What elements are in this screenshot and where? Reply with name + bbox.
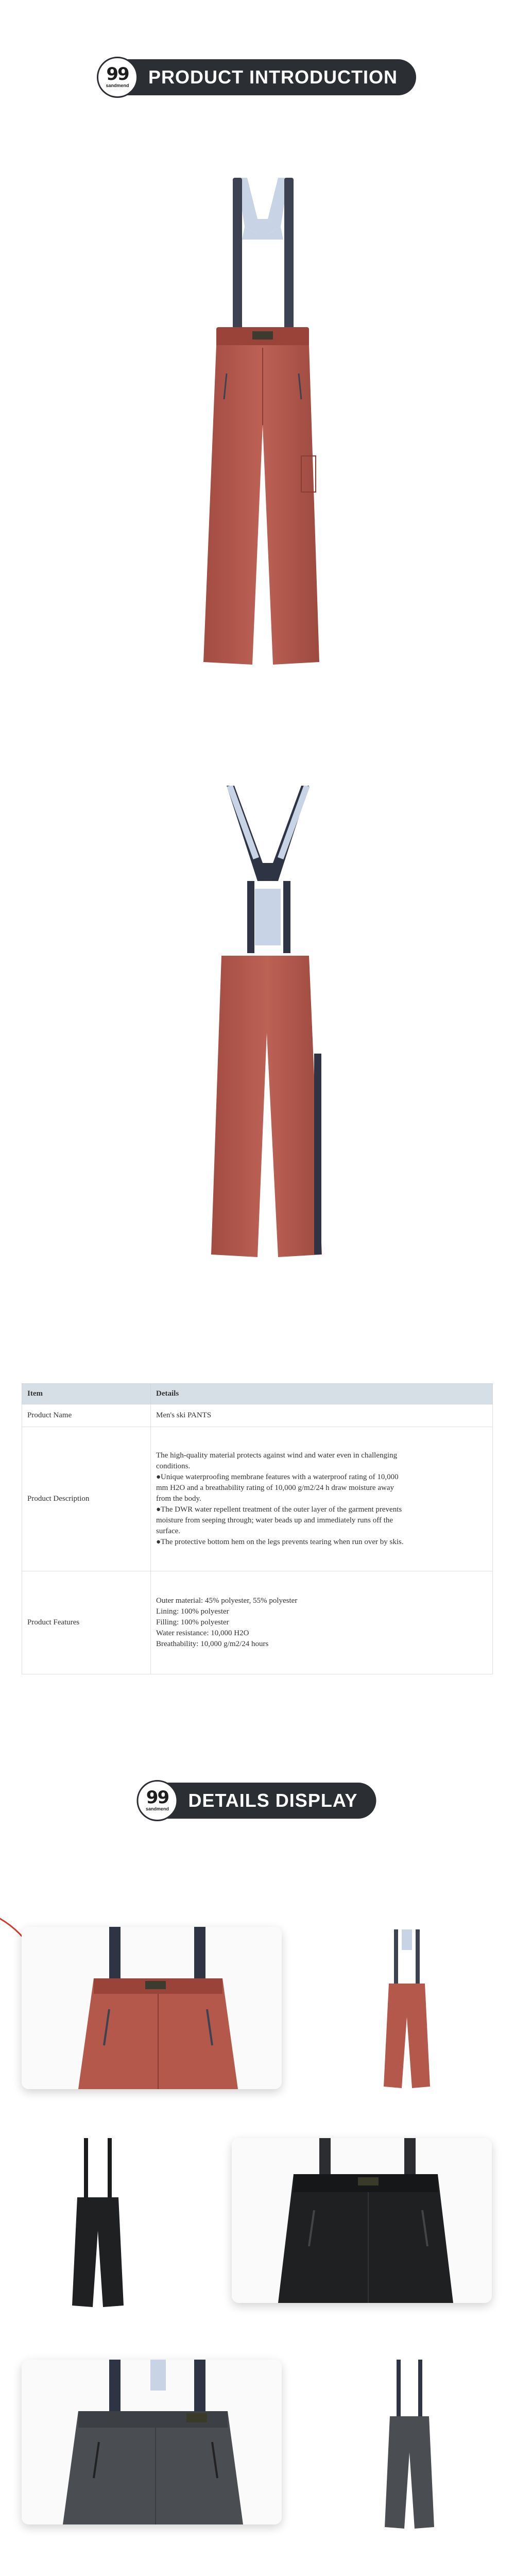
table-header-row xyxy=(22,1384,493,1404)
desc-line: The high-quality material protects against wind and water even in challenging xyxy=(156,1451,398,1460)
desc-line: ●Unique waterproofing membrane features with a waterproof rating of 10,000 xyxy=(156,1473,399,1481)
desc-line: from the body. xyxy=(156,1495,201,1503)
desc-line: ●The DWR water repellent treatment of the outer layer of the garment prevents xyxy=(156,1505,402,1514)
row-key: Product Name xyxy=(22,1404,151,1427)
desc-line: ●The protective bottom hem on the legs prevents tearing when run over by skis. xyxy=(156,1538,404,1546)
feature-line: Lining: 100% polyester xyxy=(156,1607,229,1616)
detail-image-gray-full xyxy=(384,2360,435,2530)
logo-number: 99 xyxy=(106,64,129,84)
desc-line: surface. xyxy=(156,1527,181,1535)
desc-line: mm H2O and a breathability rating of 10,000 g/m2/24 h draw moisture away xyxy=(156,1484,394,1492)
intro-banner xyxy=(99,57,416,98)
product-image-front xyxy=(196,178,330,667)
desc-line: moisture from seeping through; water beads up and immediately runs off the xyxy=(156,1516,393,1524)
logo-brand: sandmend xyxy=(145,1806,169,1811)
product-image-back xyxy=(206,786,330,1260)
brand-logo xyxy=(136,1780,178,1821)
detail-image-red-full xyxy=(381,1929,433,2089)
row-key: Product Description xyxy=(22,1427,151,1571)
logo-brand: sandmend xyxy=(106,83,129,88)
table-row xyxy=(22,1427,493,1571)
detail-card-red-closeup xyxy=(22,1927,282,2089)
section-title: DETAILS DISPLAY xyxy=(188,1790,358,1811)
brand-logo xyxy=(97,57,138,98)
banner-pill xyxy=(139,1783,376,1819)
row-value-features xyxy=(151,1571,493,1674)
feature-line: Water resistance: 10,000 H2O xyxy=(156,1629,249,1637)
details-banner xyxy=(139,1780,376,1821)
table-row xyxy=(22,1404,493,1427)
section-title: PRODUCT INTRODUCTION xyxy=(148,66,398,88)
product-info-table xyxy=(22,1383,493,1674)
detail-image-black-full xyxy=(70,2138,126,2308)
logo-number: 99 xyxy=(146,1787,169,1808)
banner-pill xyxy=(99,59,416,95)
row-value: Men's ski PANTS xyxy=(151,1404,493,1427)
table-row xyxy=(22,1571,493,1674)
row-key: Product Features xyxy=(22,1571,151,1674)
detail-card-gray-closeup xyxy=(22,2360,282,2524)
row-value-description xyxy=(151,1427,493,1571)
feature-line: Outer material: 45% polyester, 55% polyester xyxy=(156,1597,298,1605)
feature-line: Breathability: 10,000 g/m2/24 hours xyxy=(156,1640,269,1648)
desc-line: conditions. xyxy=(156,1462,191,1470)
detail-card-black-closeup xyxy=(232,2138,492,2303)
table-header-item: Item xyxy=(22,1384,151,1404)
feature-line: Filling: 100% polyester xyxy=(156,1618,229,1626)
table-header-details: Details xyxy=(151,1384,493,1404)
